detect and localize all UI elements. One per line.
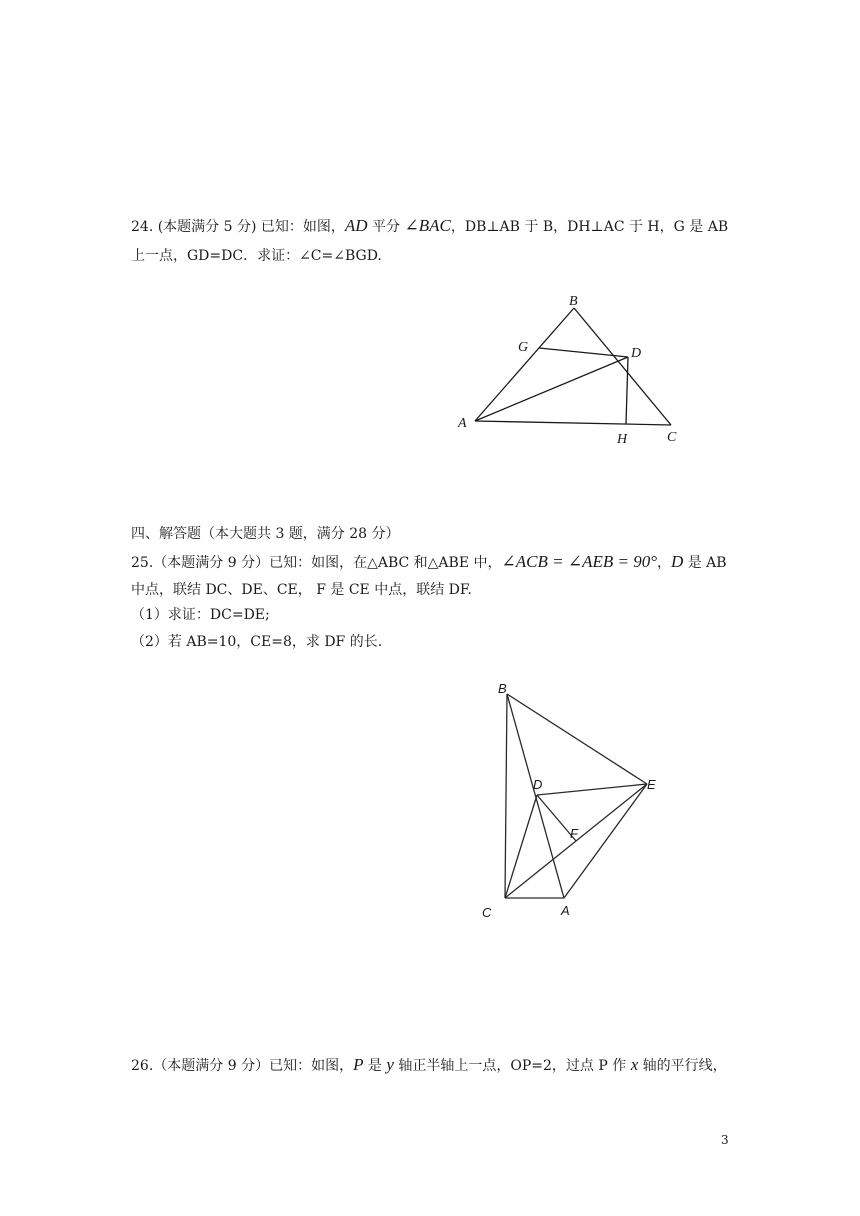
seg-AB: [475, 308, 574, 421]
q24-label-B: B: [569, 294, 578, 309]
q24-label-H: H: [617, 432, 628, 447]
q25-line2: 中点，联结 DC、DE、CE， F 是 CE 中点，联结 DF.: [131, 582, 472, 598]
seg-DF: [537, 795, 576, 841]
seg-AD: [475, 357, 628, 421]
q24-label-A: A: [458, 416, 467, 431]
q26-line1: [131, 1055, 727, 1076]
q24-label-D: D: [631, 346, 642, 361]
q26-text-a: 26.（本题满分 9 分）已知：如图，: [131, 1058, 354, 1074]
q25-part1: （1）求证：DC=DE;: [131, 607, 270, 623]
q24-line2: 上一点，GD=DC．求证：∠C=∠BGD.: [131, 248, 382, 264]
q24-expr-ad: AD: [344, 216, 368, 235]
q25-label-C: C: [482, 905, 492, 920]
seg-AE: [564, 784, 647, 898]
q25-expr-eq: ∠ACB = ∠AEB = 90°: [501, 552, 657, 571]
q25-expr-d: D: [671, 552, 684, 571]
q25-label-B: B: [498, 681, 507, 696]
q26-text-d: 轴的平行线，: [638, 1058, 727, 1074]
q26-text-c: 轴正半轴上一点，OP=2，过点 P 作: [393, 1058, 631, 1074]
seg-DH: [626, 357, 628, 424]
q24-label-C: C: [667, 430, 677, 445]
seg-DC: [505, 795, 537, 898]
page-number: 3: [721, 1133, 729, 1147]
q26-expr-y: y: [386, 1055, 394, 1074]
q26-expr-p: P: [353, 1055, 364, 1074]
q25-label-D: D: [533, 777, 543, 792]
q24-label-G: G: [518, 340, 529, 355]
q24-text-a: 24. (本题满分 5 分) 已知：如图，: [131, 219, 345, 235]
q24-text-c: ，DB⊥AB 于 B，DH⊥AC 于 H，G 是 AB: [450, 219, 729, 235]
seg-BE: [507, 694, 647, 784]
seg-GD: [539, 348, 628, 357]
q25-text-c: 是 AB: [683, 555, 727, 571]
seg-CE: [505, 784, 647, 898]
seg-BC: [574, 308, 671, 425]
q26-text-b: 是: [363, 1058, 387, 1074]
q25-text-b: ，: [657, 555, 671, 571]
q26-expr-x: x: [630, 1055, 639, 1074]
q24-expr-angle: ∠BAC: [404, 216, 451, 235]
q25-part2: （2）若 AB=10，CE=8，求 DF 的长.: [131, 634, 383, 650]
seg-AC: [475, 421, 671, 425]
q25-label-F: F: [570, 826, 578, 841]
section4-heading: 四、解答题（本大题共 3 题，满分 28 分）: [131, 526, 400, 542]
seg-BC: [505, 694, 507, 898]
q24-line1: [131, 216, 728, 237]
seg-BA: [507, 694, 564, 898]
q25-label-A: A: [561, 903, 570, 918]
q24-text-b: 平分: [367, 219, 405, 235]
q25-line1: [131, 552, 727, 573]
q25-label-E: E: [647, 777, 656, 792]
q25-text-a: 25.（本题满分 9 分）已知：如图，在△ABC 和△ABE 中，: [131, 555, 502, 571]
seg-DE: [537, 784, 647, 795]
